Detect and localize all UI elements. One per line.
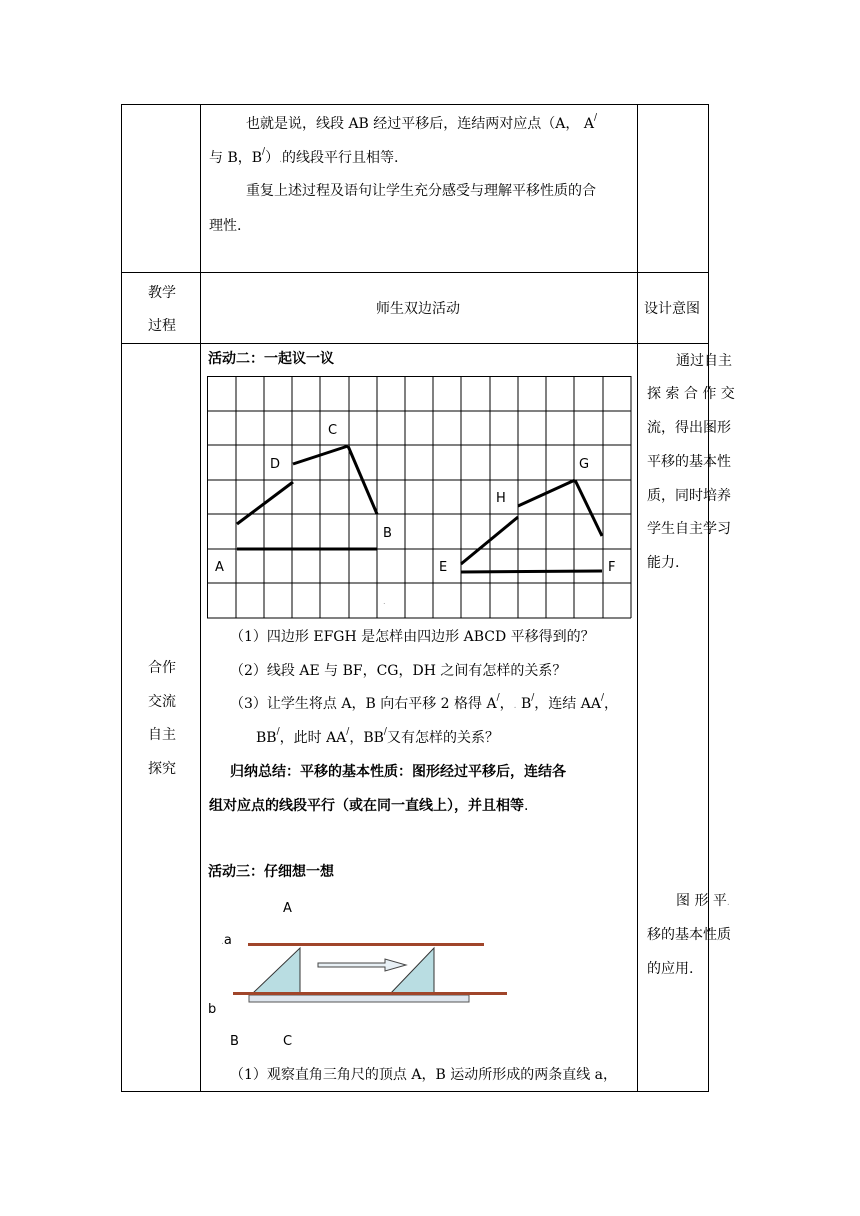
label-g: G bbox=[579, 457, 590, 472]
header-col1-line1: 教学 bbox=[148, 285, 176, 301]
row1-line2-dot: . bbox=[279, 155, 282, 165]
line-b bbox=[233, 992, 507, 995]
row1-line2-text-c: 的线段平行且相等. bbox=[281, 150, 399, 166]
triangle-left bbox=[252, 948, 300, 994]
row1-para2-line2: 理性. bbox=[209, 218, 242, 234]
row1-para2-line1: 重复上述过程及语句让学生充分感受与理解平移性质的合 bbox=[246, 183, 596, 199]
row1-line1 bbox=[246, 113, 598, 132]
intent-p1-line1: 通过自主 bbox=[676, 353, 732, 369]
shape-abcd bbox=[237, 446, 377, 549]
activity2-q3-line1 bbox=[230, 693, 619, 712]
q3-text-c: B bbox=[516, 696, 532, 712]
triangle-right bbox=[390, 948, 434, 994]
grid-dot: . bbox=[383, 597, 386, 606]
summary-end: . bbox=[524, 798, 529, 814]
q3-text-a: （3）让学生将点 A，B 向右平移 2 格得 A bbox=[230, 696, 497, 712]
label-f: F bbox=[608, 560, 616, 575]
prime-mark: / bbox=[262, 147, 266, 157]
prime-mark: / bbox=[531, 693, 535, 703]
table-border-right bbox=[708, 104, 709, 1092]
q3-text-b: ， bbox=[499, 696, 514, 712]
label-a: A bbox=[215, 560, 224, 575]
q3-line2-d: 又有怎样的关系？ bbox=[386, 730, 499, 746]
segment-gf bbox=[575, 480, 602, 536]
activity2-q1: （1）四边形 EFGH 是怎样由四边形 ABCD 平移得到的？ bbox=[230, 629, 595, 645]
table-col-divider-2 bbox=[637, 104, 638, 1092]
translation-arrow-icon bbox=[318, 959, 406, 971]
shape-efgh bbox=[461, 480, 602, 572]
label-h: H bbox=[496, 491, 506, 506]
intent-p2-line3: 的应用. bbox=[647, 961, 694, 977]
table-rule-header-bottom bbox=[121, 343, 709, 344]
table-border-top bbox=[121, 104, 709, 105]
row1-line2 bbox=[209, 147, 399, 166]
left-label-1: 合作 bbox=[148, 660, 176, 676]
left-label-3: 自主 bbox=[148, 727, 176, 743]
label-c: C bbox=[328, 423, 338, 438]
label-a-dot: . bbox=[221, 937, 224, 947]
segment-ef bbox=[461, 571, 602, 572]
q3-line2-b: ，此时 AA bbox=[279, 730, 347, 746]
activity2-title: 活动二：一起议一议 bbox=[208, 351, 334, 367]
summary-line1: 归纳总结：平移的基本性质：图形经过平移后，连结各 bbox=[230, 764, 566, 780]
intent-p1-line7: 能力. bbox=[647, 555, 680, 571]
label-A-top: A bbox=[283, 901, 292, 916]
prime-mark: / bbox=[346, 727, 350, 737]
prime-mark: / bbox=[593, 113, 598, 123]
table-rule-header-top bbox=[121, 272, 709, 273]
label-d: D bbox=[270, 457, 281, 472]
activity3-q1: （1）观察直角三角尺的顶点 A，B 运动所形成的两条直线 a， bbox=[230, 1067, 618, 1083]
label-a-text: a bbox=[223, 933, 232, 948]
intent-p1-line3: 流，得出图形 bbox=[647, 420, 731, 436]
intent-p1-line6: 学生自主学习 bbox=[647, 521, 731, 537]
intent-p2-line2: 移的基本性质 bbox=[647, 927, 731, 943]
intent-p2-line1 bbox=[676, 894, 730, 908]
intent-p1-line2: 探 索 合 作 交 bbox=[647, 386, 735, 402]
summary-line2-text: 组对应点的线段平行（或在同一直线上），并且相等 bbox=[209, 798, 524, 814]
intent-p1-line5: 质，同时培养 bbox=[647, 488, 731, 504]
q3-line2-a: BB bbox=[256, 730, 277, 746]
table-border-bottom bbox=[121, 1091, 709, 1092]
intent-p1-line4: 平移的基本性 bbox=[647, 454, 731, 470]
label-e: E bbox=[439, 560, 448, 575]
segment-ad bbox=[237, 482, 293, 524]
summary-line2 bbox=[209, 799, 528, 813]
table-border-left bbox=[121, 104, 122, 1092]
triangle-ruler-figure bbox=[230, 938, 510, 1008]
prime-mark: / bbox=[496, 693, 500, 703]
prime-mark: / bbox=[276, 727, 280, 737]
header-col2: 师生双边活动 bbox=[376, 301, 460, 317]
table-col-divider-1 bbox=[200, 104, 201, 1092]
translation-grid-figure bbox=[207, 376, 632, 619]
q3-line2-c: ，BB bbox=[349, 730, 384, 746]
intent-p2-line1-text: 图 形 平 bbox=[676, 893, 727, 909]
prime-mark: / bbox=[383, 727, 387, 737]
left-label-2: 交流 bbox=[148, 694, 176, 710]
ruler-base bbox=[249, 995, 469, 1002]
prime-mark: / bbox=[600, 693, 605, 703]
row1-line2-text-a: 与 B，B bbox=[209, 150, 263, 166]
header-col1-line2: 过程 bbox=[148, 318, 176, 334]
line-a bbox=[248, 943, 484, 946]
label-b-line: b bbox=[208, 1002, 217, 1017]
activity2-q3-line2 bbox=[256, 727, 499, 746]
left-label-4: 探究 bbox=[148, 761, 176, 777]
header-col3: 设计意图 bbox=[644, 301, 700, 317]
label-B-bottom: B bbox=[230, 1034, 239, 1049]
row1-line1-text: 也就是说，线段 AB 经过平移后，连结两对应点（A， A bbox=[246, 116, 594, 132]
q3-dot: . bbox=[513, 701, 517, 711]
activity3-title: 活动三：仔细想一想 bbox=[208, 864, 334, 880]
row1-line2-text-b: ） bbox=[265, 150, 280, 166]
label-b: B bbox=[383, 526, 392, 541]
label-C-bottom: C bbox=[283, 1034, 293, 1049]
q3-text-d: ，连结 AA bbox=[534, 696, 601, 712]
q3-comma: ， bbox=[604, 696, 619, 712]
intent-p2-dot: . bbox=[726, 898, 730, 908]
activity2-q2: （2）线段 AE 与 BF，CG，DH 之间有怎样的关系？ bbox=[230, 663, 567, 679]
